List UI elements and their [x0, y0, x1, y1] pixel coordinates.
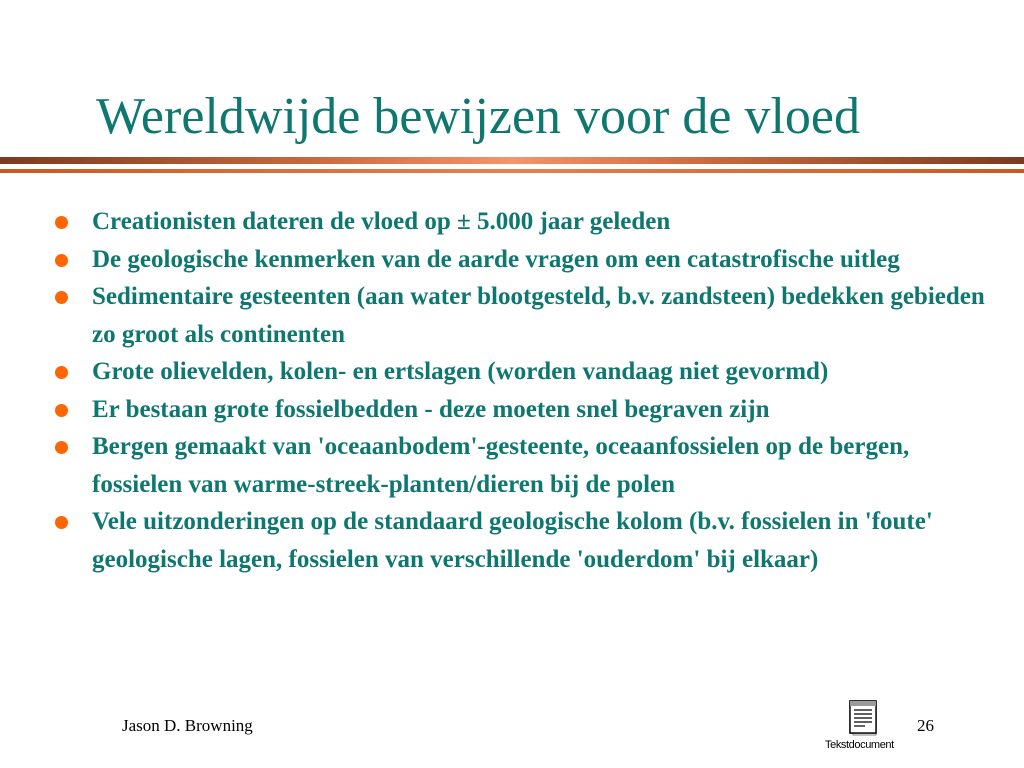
bullet-text: Bergen gemaakt van 'oceaanbodem'-gesteente, oceaanfossielen op de bergen, fossielen van warme-streek-planten/dieren bij de polen [92, 433, 910, 498]
bullet-list [55, 203, 985, 578]
bullet-item [55, 203, 985, 241]
bullet-dot-icon [55, 404, 68, 417]
bullet-item [55, 428, 985, 503]
text-document-label[interactable]: Tekstdocument [825, 739, 894, 751]
page-number: 26 [917, 716, 934, 735]
slide-title: Wereldwijde bewijzen voor de vloed [96, 88, 860, 145]
bullet-item [55, 278, 985, 353]
bullet-item [55, 391, 985, 429]
bullet-item [55, 353, 985, 391]
bullet-dot-icon [55, 516, 68, 529]
bullet-dot-icon [55, 216, 68, 229]
bullet-text: Er bestaan grote fossielbedden - deze moeten snel begraven zijn [92, 395, 770, 423]
bullet-dot-icon [55, 291, 68, 304]
bullet-text: Creationisten dateren de vloed op ± 5.000 jaar geleden [92, 208, 671, 235]
bullet-text: Sedimentaire gesteenten (aan water blootgesteld, b.v. zandsteen) bedekken gebieden zo groot als continenten [92, 283, 985, 348]
bullet-item [55, 241, 985, 279]
bullet-text: Vele uitzonderingen op de standaard geologische kolom (b.v. fossielen in 'foute' geologische lagen, fossielen van verschillende 'ouderdom' bij elkaar) [92, 508, 933, 573]
bullet-item [55, 503, 985, 578]
title-divider-thin [0, 169, 1024, 173]
text-document-icon[interactable] [849, 700, 881, 736]
bullet-text: De geologische kenmerken van de aarde vragen om een catastrofische uitleg [92, 245, 900, 273]
bullet-dot-icon [55, 254, 68, 267]
bullet-dot-icon [55, 366, 68, 379]
title-divider-thick [0, 157, 1024, 164]
footer-author: Jason D. Browning [122, 716, 253, 735]
bullet-dot-icon [55, 441, 68, 454]
bullet-text: Grote olievelden, kolen- en ertslagen (worden vandaag niet gevormd) [92, 358, 829, 385]
